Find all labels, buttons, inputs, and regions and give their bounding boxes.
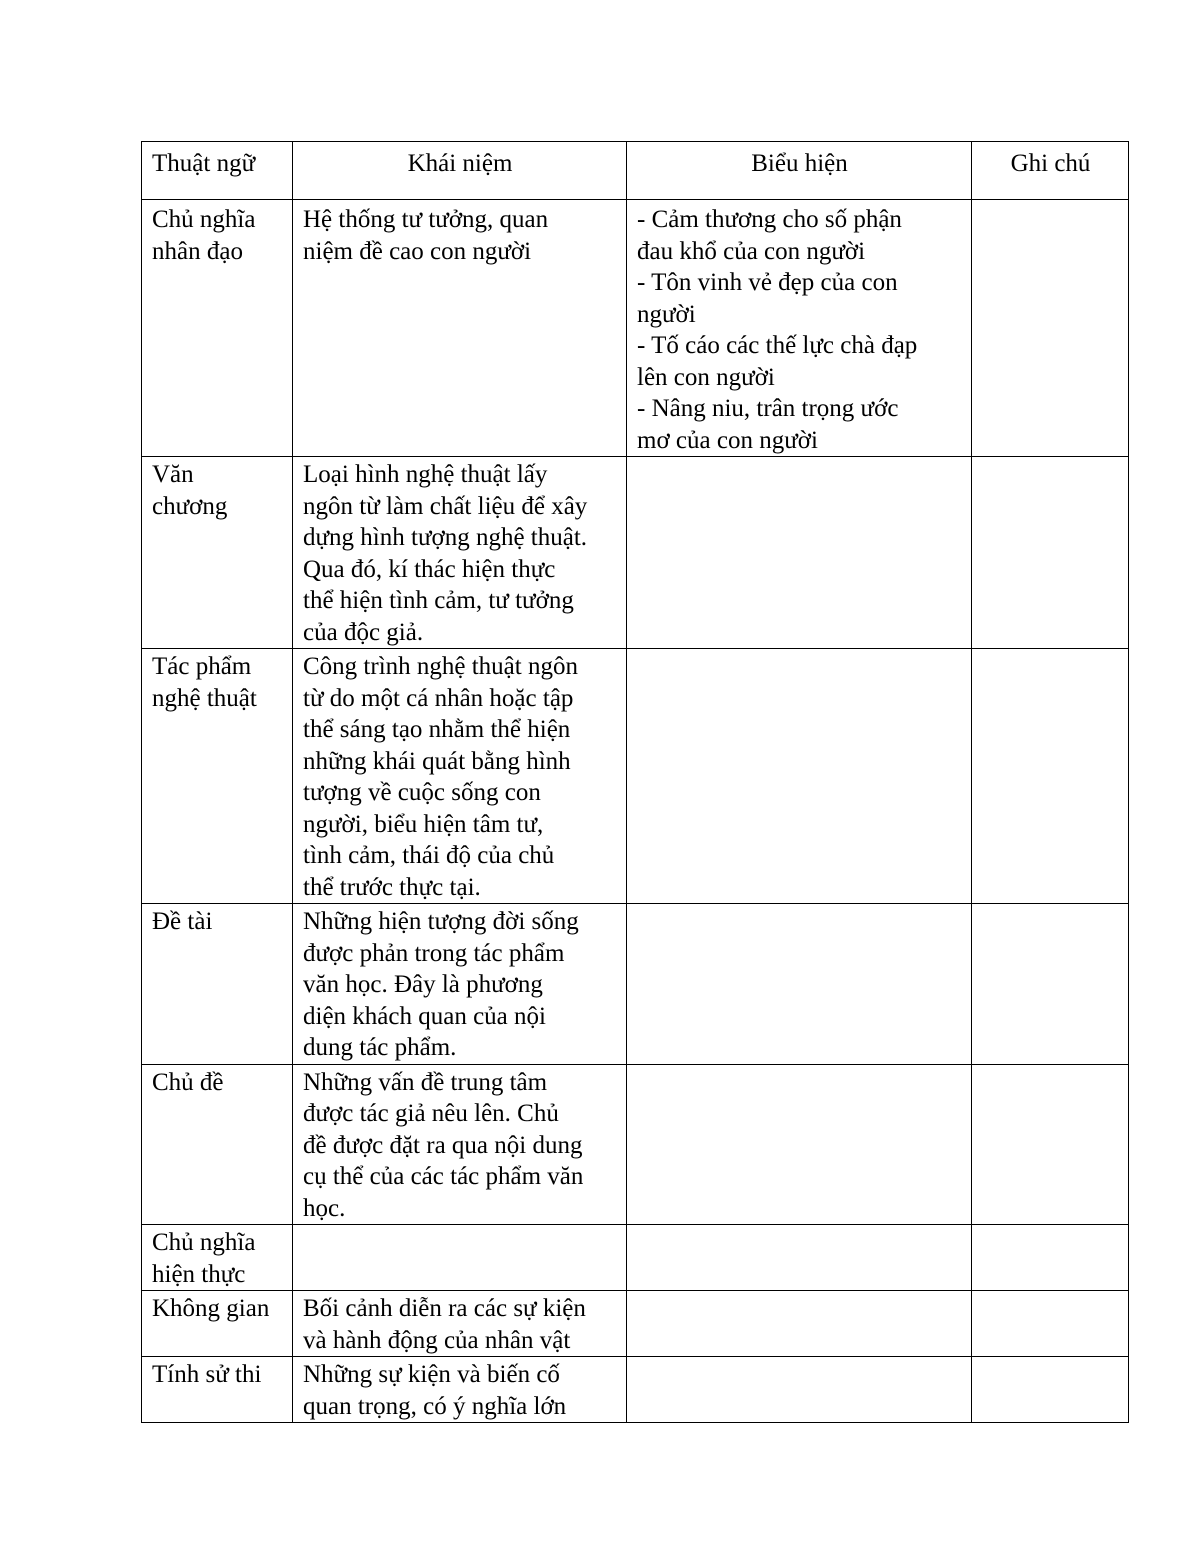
header-term: Thuật ngữ <box>142 142 293 200</box>
header-note: Ghi chú <box>972 142 1129 200</box>
concept-cell: Hệ thống tư tưởng, quan niệm đề cao con người <box>293 200 627 457</box>
note-cell <box>972 904 1129 1065</box>
term-cell: Tác phẩm nghệ thuật <box>142 649 293 904</box>
expression-cell <box>627 1064 972 1225</box>
concept-cell: Những sự kiện và biến cố quan trọng, có ý nghĩa lớn <box>293 1357 627 1423</box>
concept-cell: Những hiện tượng đời sống được phản trong tác phẩm văn học. Đây là phương diện khách quan của nội dung tác phẩm. <box>293 904 627 1065</box>
term-cell: Văn chương <box>142 457 293 649</box>
expression-cell <box>627 1225 972 1291</box>
table-row <box>142 457 1129 649</box>
concept-cell: Công trình nghệ thuật ngôn từ do một cá nhân hoặc tập thể sáng tạo nhằm thể hiện những khái quát bằng hình tượng về cuộc sống con người, biểu hiện tâm tư, tình cảm, thái độ của chủ thể trước thực tại. <box>293 649 627 904</box>
expression-cell <box>627 1357 972 1423</box>
concept-cell: Loại hình nghệ thuật lấy ngôn từ làm chất liệu để xây dựng hình tượng nghệ thuật. Qua đó, kí thác hiện thực thể hiện tình cảm, tư tưởng của độc giả. <box>293 457 627 649</box>
header-row <box>142 142 1129 200</box>
concept-cell: Bối cảnh diễn ra các sự kiện và hành động của nhân vật <box>293 1291 627 1357</box>
expression-cell <box>627 649 972 904</box>
term-cell: Chủ nghĩa nhân đạo <box>142 200 293 457</box>
term-cell: Chủ đề <box>142 1064 293 1225</box>
header-concept: Khái niệm <box>293 142 627 200</box>
header-expression: Biểu hiện <box>627 142 972 200</box>
table-row <box>142 649 1129 904</box>
expression-cell <box>627 1291 972 1357</box>
concept-cell <box>293 1225 627 1291</box>
concept-cell: Những vấn đề trung tâm được tác giả nêu lên. Chủ đề được đặt ra qua nội dung cụ thể của các tác phẩm văn học. <box>293 1064 627 1225</box>
table-row <box>142 1064 1129 1225</box>
table-row <box>142 200 1129 457</box>
expression-cell: - Cảm thương cho số phận đau khổ của con người - Tôn vinh vẻ đẹp của con người - Tố cáo các thế lực chà đạp lên con người - Nâng niu, trân trọng ước mơ của con người <box>627 200 972 457</box>
expression-cell <box>627 457 972 649</box>
term-cell: Chủ nghĩa hiện thực <box>142 1225 293 1291</box>
term-cell: Tính sử thi <box>142 1357 293 1423</box>
note-cell <box>972 649 1129 904</box>
terminology-table <box>141 141 1129 1423</box>
note-cell <box>972 1291 1129 1357</box>
note-cell <box>972 1357 1129 1423</box>
term-cell: Đề tài <box>142 904 293 1065</box>
table-row <box>142 1225 1129 1291</box>
note-cell <box>972 1064 1129 1225</box>
note-cell <box>972 457 1129 649</box>
table-row <box>142 1291 1129 1357</box>
term-cell: Không gian <box>142 1291 293 1357</box>
note-cell <box>972 200 1129 457</box>
expression-cell <box>627 904 972 1065</box>
table-row <box>142 904 1129 1065</box>
table-row <box>142 1357 1129 1423</box>
note-cell <box>972 1225 1129 1291</box>
